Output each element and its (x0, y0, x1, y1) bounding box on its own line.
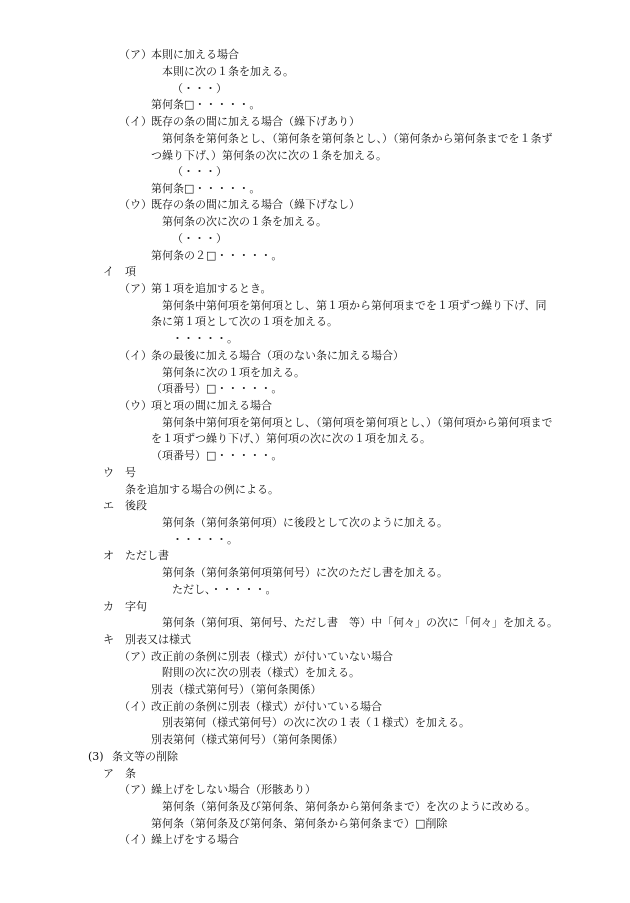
item-label: （イ） (119, 833, 152, 846)
text-line: （・・・） (172, 82, 227, 95)
heading: 第１項を追加するとき。 (151, 282, 272, 295)
text-line: 第何条□・・・・・。 (151, 98, 261, 111)
section-label: キ (103, 633, 114, 646)
item-label: （ア） (119, 48, 152, 61)
item-label: （ア） (119, 650, 152, 663)
section-heading: 別表又は様式 (125, 633, 191, 646)
text-line: 条を追加する場合の例による。 (125, 483, 279, 496)
text-line: （項番号）□・・・・・。 (151, 449, 283, 462)
text-line: 第何条（第何条及び第何条、第何条から第何条まで）を次のように改める。 (162, 800, 536, 813)
heading: 既存の条の間に加える場合（繰下げなし） (151, 198, 360, 211)
text-line: （・・・） (172, 165, 227, 178)
text-line: 第何条（第何項、第何号、ただし書 等）中「何々」の次に「何々」を加える。 (162, 616, 558, 629)
chapter-heading: 条文等の削除 (112, 750, 178, 763)
text-line: 第何条（第何条第何項第何号）に次のただし書を加える。 (162, 566, 448, 579)
heading: 本則に加える場合 (151, 48, 239, 61)
section-heading: 条 (125, 767, 136, 780)
text-line: 第何条（第何条及び第何条、第何条から第何条まで）□削除 (151, 817, 448, 830)
heading: 項と項の間に加える場合 (151, 399, 272, 412)
text-line: ・・・・・。 (172, 332, 238, 345)
heading: 改正前の条例に別表（様式）が付いていない場合 (151, 650, 393, 663)
text-line: 別表（様式第何号）（第何条関係） (151, 683, 322, 696)
text-line: を１項ずつ繰り下げ、）第何項の次に次の１項を加える。 (151, 432, 432, 445)
text-line: 別表第何（様式第何号）（第何条関係） (151, 733, 344, 746)
item-label: （イ） (119, 115, 152, 128)
section-label: オ (103, 549, 114, 562)
text-line: 第何条の次に次の１条を加える。 (162, 215, 327, 228)
section-heading: ただし書 (125, 549, 169, 562)
text-line: ただし、・・・・・。 (172, 583, 277, 596)
text-line: 第何条中第何項を第何項とし、（第何項を第何項とし、）（第何項から第何項まで (162, 416, 553, 429)
item-label: （イ） (119, 349, 152, 362)
text-line: （・・・） (172, 232, 227, 245)
item-label: （イ） (119, 700, 152, 713)
text-line: 第何条□・・・・・。 (151, 182, 261, 195)
text-line: 附則の次に次の別表（様式）を加える。 (162, 666, 360, 679)
chapter-label: (3) (88, 750, 104, 763)
item-label: （ア） (119, 282, 152, 295)
item-label: （ア） (119, 783, 152, 796)
text-line: つ繰り下げ、）第何条の次に次の１条を加える。 (151, 149, 388, 162)
section-label: ウ (103, 466, 114, 479)
text-line: （項番号）□・・・・・。 (151, 382, 283, 395)
text-line: 第何条（第何条第何項）に後段として次のように加える。 (162, 516, 448, 529)
section-heading: 項 (125, 265, 136, 278)
heading: 既存の条の間に加える場合（繰下げあり） (151, 115, 360, 128)
heading: 条の最後に加える場合（項のない条に加える場合） (151, 349, 404, 362)
section-label: イ (103, 265, 114, 278)
section-heading: 字句 (125, 600, 147, 613)
text-line: 本則に次の１条を加える。 (162, 65, 294, 78)
heading: 繰上げをする場合 (151, 833, 239, 846)
heading: 改正前の条例に別表（様式）が付いている場合 (151, 700, 382, 713)
text-line: 第何条中第何項を第何項とし、第１項から第何項までを１項ずつ繰り下げ、同 (162, 299, 547, 312)
text-line: 条に第１項として次の１項を加える。 (151, 315, 338, 328)
section-label: エ (103, 499, 114, 512)
heading: 繰上げをしない場合（形骸あり） (151, 783, 316, 796)
section-heading: 号 (125, 466, 136, 479)
item-label: （ウ） (119, 198, 152, 211)
text-line: 第何条を第何条とし、（第何条を第何条とし、）（第何条から第何条までを１条ず (162, 132, 553, 145)
section-heading: 後段 (125, 499, 147, 512)
text-line: 第何条の２□・・・・・。 (151, 249, 283, 262)
text-line: ・・・・・。 (172, 533, 238, 546)
item-label: （ウ） (119, 399, 152, 412)
text-line: 別表第何（様式第何号）の次に次の１表（１様式）を加える。 (162, 716, 470, 729)
section-label: ア (103, 767, 114, 780)
text-line: 第何条に次の１項を加える。 (162, 366, 305, 379)
section-label: カ (103, 600, 114, 613)
